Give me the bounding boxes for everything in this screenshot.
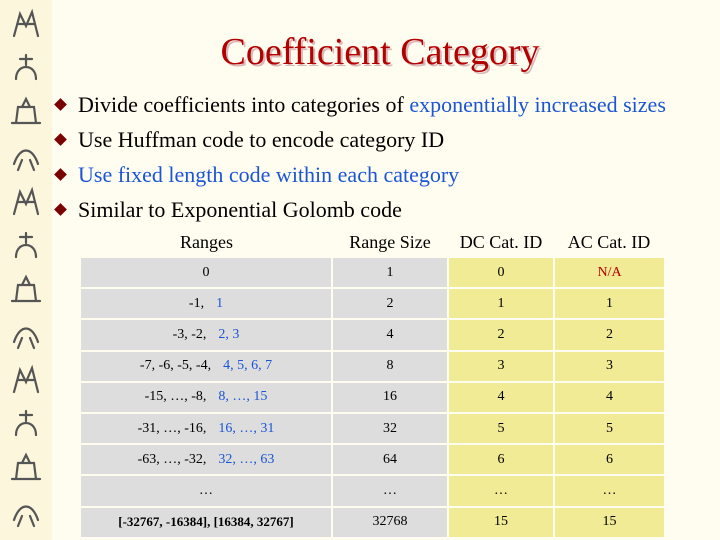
cell-dc-cat-id: 3 xyxy=(448,351,554,382)
table-row xyxy=(81,319,664,350)
figure-icon xyxy=(6,360,46,400)
bullet-highlight: exponentially increased sizes xyxy=(409,92,666,117)
cell-dc-cat-id: 1 xyxy=(448,288,554,319)
bullet-item xyxy=(56,158,720,193)
cell-range xyxy=(81,288,332,319)
cell-dc-cat-id: 15 xyxy=(448,507,554,538)
cell-range xyxy=(81,319,332,350)
bullet-list xyxy=(56,88,720,228)
bullet-text: Divide coefficients into categories of xyxy=(78,92,410,117)
slide-title: Coefficient Category xyxy=(220,31,540,73)
range-negative: [-32767, -16384], [16384, 32767] xyxy=(118,513,294,529)
cell-ac-cat-id: 15 xyxy=(554,507,664,538)
decorative-border xyxy=(0,0,52,540)
category-table-container xyxy=(81,227,664,539)
header-ranges: Ranges xyxy=(81,227,332,258)
cell-dc-cat-id: 5 xyxy=(448,413,554,444)
range-positive: 32, …, 63 xyxy=(218,451,275,467)
cell-range-size: 8 xyxy=(332,351,448,382)
range-negative: -31, …, -16, xyxy=(137,420,207,436)
bullet-item xyxy=(56,123,720,158)
cell-range xyxy=(81,382,332,413)
figure-icon xyxy=(6,93,46,133)
category-table xyxy=(81,227,664,539)
table-row xyxy=(81,288,664,319)
figure-icon xyxy=(6,449,46,489)
cell-dc-cat-id: 6 xyxy=(448,444,554,475)
bullet-highlight: Use fixed length code within each category xyxy=(78,162,460,187)
figure-icon xyxy=(6,227,46,267)
range-negative: -3, -2, xyxy=(172,326,207,342)
cell-range-size: … xyxy=(332,475,448,506)
cell-range xyxy=(81,351,332,382)
cell-dc-cat-id: 4 xyxy=(448,382,554,413)
diamond-bullet-icon xyxy=(54,203,67,216)
figure-icon xyxy=(6,182,46,222)
cell-ac-cat-id: 2 xyxy=(554,319,664,350)
diamond-bullet-icon xyxy=(54,133,67,146)
cell-range-size: 64 xyxy=(332,444,448,475)
figure-icon xyxy=(6,494,46,534)
range-negative: 0 xyxy=(202,264,210,280)
header-dc-cat-id: DC Cat. ID xyxy=(448,227,554,258)
table-header-row xyxy=(81,227,664,258)
figure-icon xyxy=(6,271,46,311)
cell-range-size: 4 xyxy=(332,319,448,350)
cell-range-size: 32768 xyxy=(332,507,448,538)
cell-dc-cat-id: … xyxy=(448,475,554,506)
diamond-bullet-icon xyxy=(54,98,67,111)
range-positive: 4, 5, 6, 7 xyxy=(223,358,273,374)
cell-range xyxy=(81,475,332,506)
cell-ac-cat-id: N/A xyxy=(554,258,664,288)
cell-range-size: 2 xyxy=(332,288,448,319)
table-row xyxy=(81,382,664,413)
range-negative: -7, -6, -5, -4, xyxy=(139,358,212,374)
cell-dc-cat-id: 0 xyxy=(448,258,554,288)
table-row xyxy=(81,475,664,506)
cell-range-size: 1 xyxy=(332,258,448,288)
range-positive: 2, 3 xyxy=(218,326,240,342)
range-positive: 1 xyxy=(216,295,224,311)
figure-icon xyxy=(6,138,46,178)
table-row xyxy=(81,444,664,475)
cell-range xyxy=(81,413,332,444)
table-row xyxy=(81,351,664,382)
cell-ac-cat-id: 5 xyxy=(554,413,664,444)
figure-icon xyxy=(6,405,46,445)
bullet-text: Similar to Exponential Golomb code xyxy=(78,197,402,222)
bullet-text: Use Huffman code to encode category ID xyxy=(78,127,445,152)
table-row xyxy=(81,507,664,538)
cell-ac-cat-id: … xyxy=(554,475,664,506)
cell-ac-cat-id: 1 xyxy=(554,288,664,319)
range-negative: -1, xyxy=(188,295,205,311)
range-negative: -63, …, -32, xyxy=(137,451,207,467)
bullet-item xyxy=(56,193,720,228)
cell-ac-cat-id: 3 xyxy=(554,351,664,382)
header-ac-cat-id: AC Cat. ID xyxy=(554,227,664,258)
figure-icon xyxy=(6,316,46,356)
cell-range-size: 16 xyxy=(332,382,448,413)
range-positive: 8, …, 15 xyxy=(218,389,268,405)
cell-ac-cat-id: 6 xyxy=(554,444,664,475)
diamond-bullet-icon xyxy=(54,168,67,181)
range-positive: 16, …, 31 xyxy=(218,420,275,436)
header-range-size: Range Size xyxy=(332,227,448,258)
cell-range-size: 32 xyxy=(332,413,448,444)
cell-range xyxy=(81,258,332,288)
cell-range xyxy=(81,507,332,538)
bullet-item xyxy=(56,88,720,123)
cell-dc-cat-id: 2 xyxy=(448,319,554,350)
table-body xyxy=(81,258,664,538)
table-row xyxy=(81,258,664,288)
cell-range xyxy=(81,444,332,475)
range-negative: … xyxy=(199,482,213,498)
cell-ac-cat-id: 4 xyxy=(554,382,664,413)
range-negative: -15, …, -8, xyxy=(144,389,207,405)
table-row xyxy=(81,413,664,444)
